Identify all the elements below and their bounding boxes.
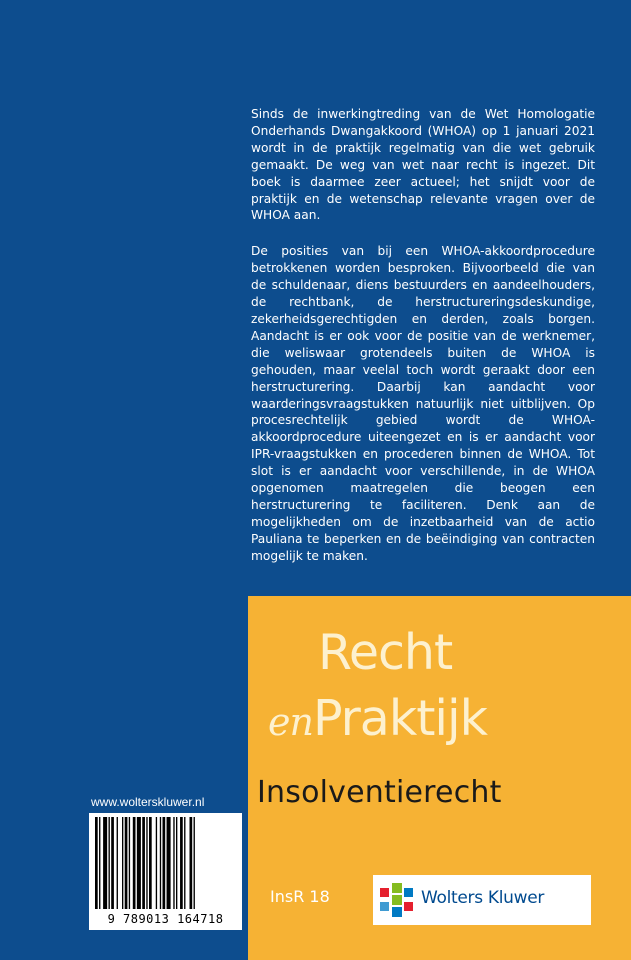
publisher-name: Wolters Kluwer [421,888,545,908]
series-title-line2 [268,690,487,747]
publisher-logo [373,875,591,925]
series-title-line1: Recht [318,624,453,681]
blurb-paragraph-2: De posities van bij een WHOA-akkoordprocedure betrokkenen worden besproken. Bijvoorbeeld die van de schuldenaar, diens bestuurders en aandeelhouders, de rechtbank, de herstructureringsdeskundige, zekerheidsgerechtigden en derden, zoals borgen. Aandacht is er ook voor de positie van de werknemer, die weliswaar grotendeels buiten de WHOA is gehouden, maar veelal toch wordt geraakt door een herstructurering. Daarbij kan aandacht voor waarderingsvraagstukken natuurlijk niet uitblijven. Op procesrechtelijk gebied wordt de WHOA-akkoordprocedure uiteengezet en is er aandacht voor IPR-vraagstukken en procederen binnen de WHOA. Tot slot is er aandacht voor verschillende, in de WHOA opgenomen maatregelen die beogen een herstructurering te faciliteren. Denk aan de mogelijkheden om de inzetbaarheid van de actio Pauliana te beperken en de beëindiging van contracten mogelijk te maken. [251,244,595,563]
series-title-en: en [268,700,313,744]
series-subject: Insolventierecht [257,775,502,810]
barcode-number: 9 789013 164718 [107,912,224,926]
series-code: InsR 18 [270,887,330,906]
barcode [89,813,242,930]
wolters-kluwer-logo-icon [379,882,415,918]
barcode-bars [89,813,242,913]
blurb-paragraph-1: Sinds de inwerkingtreding van de Wet Homologatie Onderhands Dwangakkoord (WHOA) op 1 januari 2021 wordt in de praktijk regelmatig van die wet gebruik gemaakt. De weg van wet naar recht is ingezet. Dit boek is daarmee zeer actueel; het snijdt voor de praktijk en de wetenschap relevante vragen over de WHOA aan. [251,107,595,223]
blurb [251,106,595,584]
series-title-praktijk: Praktijk [312,690,488,747]
publisher-website: www.wolterskluwer.nl [91,795,205,809]
